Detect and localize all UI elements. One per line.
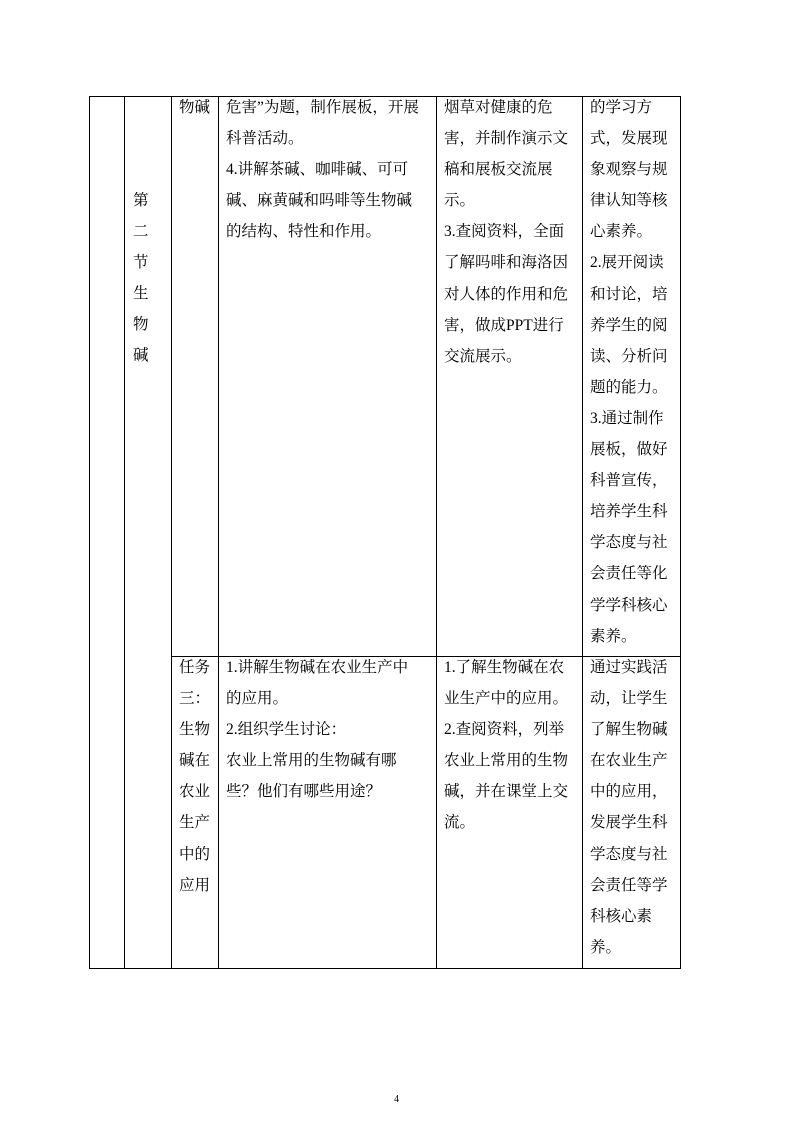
student-activity-line: 碱，并在课堂上交 — [444, 783, 569, 801]
student-activity-line: 业生产中的应用。 — [444, 690, 569, 708]
design-intent-line: 培养学生科 — [590, 503, 668, 521]
design-intent-line: 象观察与规 — [590, 161, 668, 179]
student-activity-cell — [436, 96, 582, 656]
section-title-char: 二 — [133, 222, 149, 240]
task-name-line: 中的 — [179, 845, 211, 863]
student-activity-line: 流。 — [444, 814, 476, 832]
design-intent-cell — [582, 96, 680, 656]
design-intent-line: 题的能力。 — [590, 378, 668, 396]
task-name — [179, 652, 218, 901]
teacher-activity-text — [226, 92, 436, 247]
lesson-plan-table — [89, 96, 681, 969]
design-intent-line: 式，发展现 — [590, 130, 668, 148]
design-intent-line: 中的应用， — [590, 783, 668, 801]
task-name-line: 生物 — [179, 721, 211, 739]
task-name-line: 生产 — [179, 814, 211, 832]
section-title-char: 生 — [133, 284, 149, 302]
section-title-char: 第 — [133, 191, 149, 209]
design-intent-line: 2.展开阅读 — [590, 254, 664, 272]
chapter-cell — [89, 96, 124, 968]
student-activity-line: 了解吗啡和海洛因 — [444, 254, 569, 272]
teacher-activity-cell — [218, 656, 436, 968]
student-activity-line: 害，做成PPT进行 — [444, 316, 564, 334]
teacher-activity-line: 的结构、特性和作用。 — [226, 223, 382, 241]
teacher-activity-line: 1.讲解生物碱在农业生产中 — [226, 659, 409, 676]
design-intent-line: 素养。 — [590, 627, 637, 645]
student-activity-line: 对人体的作用和危 — [444, 285, 569, 303]
teacher-activity-line: 2.组织学生讨论： — [226, 721, 347, 739]
page-number: 4 — [394, 1094, 399, 1105]
table-row-2 — [171, 656, 680, 968]
student-activity-line: 害，并制作演示文 — [444, 130, 569, 148]
student-activity-line: 稿和展板交流展 — [444, 161, 553, 179]
section-title-vertical — [132, 185, 171, 372]
teacher-activity-line: 的应用。 — [226, 690, 289, 708]
student-activity-cell — [436, 656, 582, 968]
design-intent-line: 学态度与社 — [590, 845, 668, 863]
teacher-activity-line: 4.讲解茶碱、咖啡碱、可可 — [226, 161, 409, 179]
teacher-activity-text — [226, 652, 436, 807]
design-intent-line: 动，让学生 — [590, 690, 668, 708]
task-cell — [171, 656, 218, 968]
task-name-line: 碱在 — [179, 752, 211, 770]
section-title-char: 碱 — [133, 346, 149, 364]
task-name — [179, 92, 218, 123]
student-activity-line: 交流展示。 — [444, 347, 522, 365]
design-intent-line: 会责任等化 — [590, 565, 668, 583]
student-activity-line: 2.查阅资料，列举 — [444, 721, 565, 739]
student-activity-text — [444, 652, 582, 839]
design-intent-line: 在农业生产 — [590, 752, 668, 770]
design-intent-line: 3.通过制作 — [590, 409, 664, 427]
teacher-activity-cell — [218, 96, 436, 656]
design-intent-line: 展板，做好 — [590, 441, 668, 459]
teacher-activity-line: 危害”为题，制作展板，开展 — [226, 99, 419, 116]
task-cell — [171, 96, 218, 656]
task-name-line: 任务 — [179, 659, 211, 676]
task-name-line: 物碱 — [179, 99, 211, 116]
design-intent-line: 和讨论，培 — [590, 285, 668, 303]
design-intent-text — [590, 652, 680, 963]
design-intent-line: 养学生的阅 — [590, 316, 668, 334]
design-intent-line: 心素养。 — [590, 223, 653, 241]
student-activity-line: 1.了解生物碱在农 — [444, 659, 565, 676]
design-intent-text — [590, 92, 680, 652]
design-intent-line: 了解生物碱 — [590, 721, 668, 739]
design-intent-line: 学态度与社 — [590, 534, 668, 552]
design-intent-line: 通过实践活 — [590, 659, 668, 676]
design-intent-line: 会责任等学 — [590, 876, 668, 894]
task-name-line: 应用 — [179, 876, 211, 894]
student-activity-line: 农业上常用的生物 — [444, 752, 569, 770]
section-title-char: 节 — [133, 253, 149, 271]
design-intent-cell — [582, 656, 680, 968]
design-intent-line: 的学习方 — [590, 99, 653, 116]
student-activity-line: 烟草对健康的危 — [444, 99, 553, 116]
task-name-line: 三： — [179, 690, 211, 708]
design-intent-line: 读、分析问 — [590, 347, 668, 365]
teacher-activity-line: 农业上常用的生物碱有哪 — [226, 752, 397, 770]
student-activity-text — [444, 92, 582, 372]
design-intent-line: 养。 — [590, 938, 622, 956]
design-intent-line: 科核心素 — [590, 907, 653, 925]
table-row-1 — [171, 96, 680, 656]
design-intent-line: 发展学生科 — [590, 814, 668, 832]
teacher-activity-line: 些？他们有哪些用途？ — [226, 783, 382, 801]
section-cell — [124, 96, 171, 968]
teacher-activity-line: 碱、麻黄碱和吗啡等生物碱 — [226, 192, 413, 210]
task-name-line: 农业 — [179, 783, 211, 801]
design-intent-line: 律认知等核 — [590, 192, 668, 210]
student-activity-line: 3.查阅资料，全面 — [444, 223, 565, 241]
design-intent-line: 学学科核心 — [590, 596, 668, 614]
section-title-char: 物 — [133, 315, 149, 333]
student-activity-line: 示。 — [444, 192, 476, 210]
design-intent-line: 科普宣传， — [590, 472, 668, 490]
teacher-activity-line: 科普活动。 — [226, 130, 304, 148]
